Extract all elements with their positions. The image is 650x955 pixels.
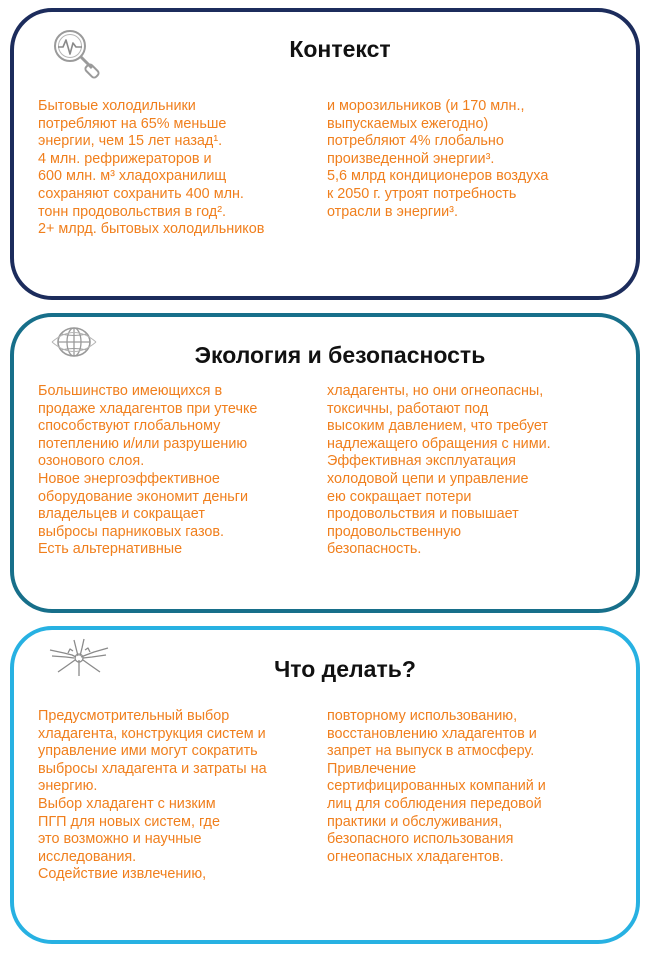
section-text-left: Предусмотрительный выбор хладагента, конструкция систем и управление ими могут сократить выбросы хладагента и затраты на энергию. Выбор хладагент с низким ПГП для новых систем, где это возможно и научные исследования. Содействие извлечению, (38, 708, 267, 883)
section-text-left: Большинство имеющихся в продаже хладагентов при утечке способствуют глобальному потеплению и/или разрушению озонового слоя. Новое энергоэффективное оборудование экономит деньги владельцев и сокращает выбросы парниковых газов. Есть альтернативные (38, 383, 258, 558)
section-text-right: и морозильников (и 170 млн., выпускаемых ежегодно) потребляют 4% глобально произведенной энергии³. 5,6 млрд кондиционеров воздуха к 2050 г. утроят потребность отрасли в энергии³. (327, 98, 549, 220)
section-text-right: хладагенты, но они огнеопасны, токсичны, работают под высоким давлением, что требует надлежащего обращения с ними. Эффективная эксплуатация холодовой цепи и управление ею сокращает потери продовольствия и повышает продовольственную безопасность. (327, 383, 551, 558)
what-to-do-card (10, 626, 640, 944)
section-title: Контекст (289, 36, 391, 62)
section-title: Что делать? (274, 656, 416, 682)
ecology-safety-card (10, 313, 640, 613)
section-text-right: повторному использованию, восстановлению хладагентов и запрет на выпуск в атмосферу. Привлечение сертифицированных компаний и лиц для соблюдения передовой практики и обслуживания, безопасного использования огнеопасных хладагентов. (327, 708, 546, 865)
section-title: Экология и безопасность (194, 342, 486, 368)
section-text-left: Бытовые холодильники потребляют на 65% меньше энергии, чем 15 лет назад¹. 4 млн. рефрижераторов и 600 млн. м³ хладохранилищ сохраняют сохранить 400 млн. тонн продовольствия в год². 2+ млрд. бытовых холодильников (38, 98, 265, 238)
context-card (10, 8, 640, 300)
